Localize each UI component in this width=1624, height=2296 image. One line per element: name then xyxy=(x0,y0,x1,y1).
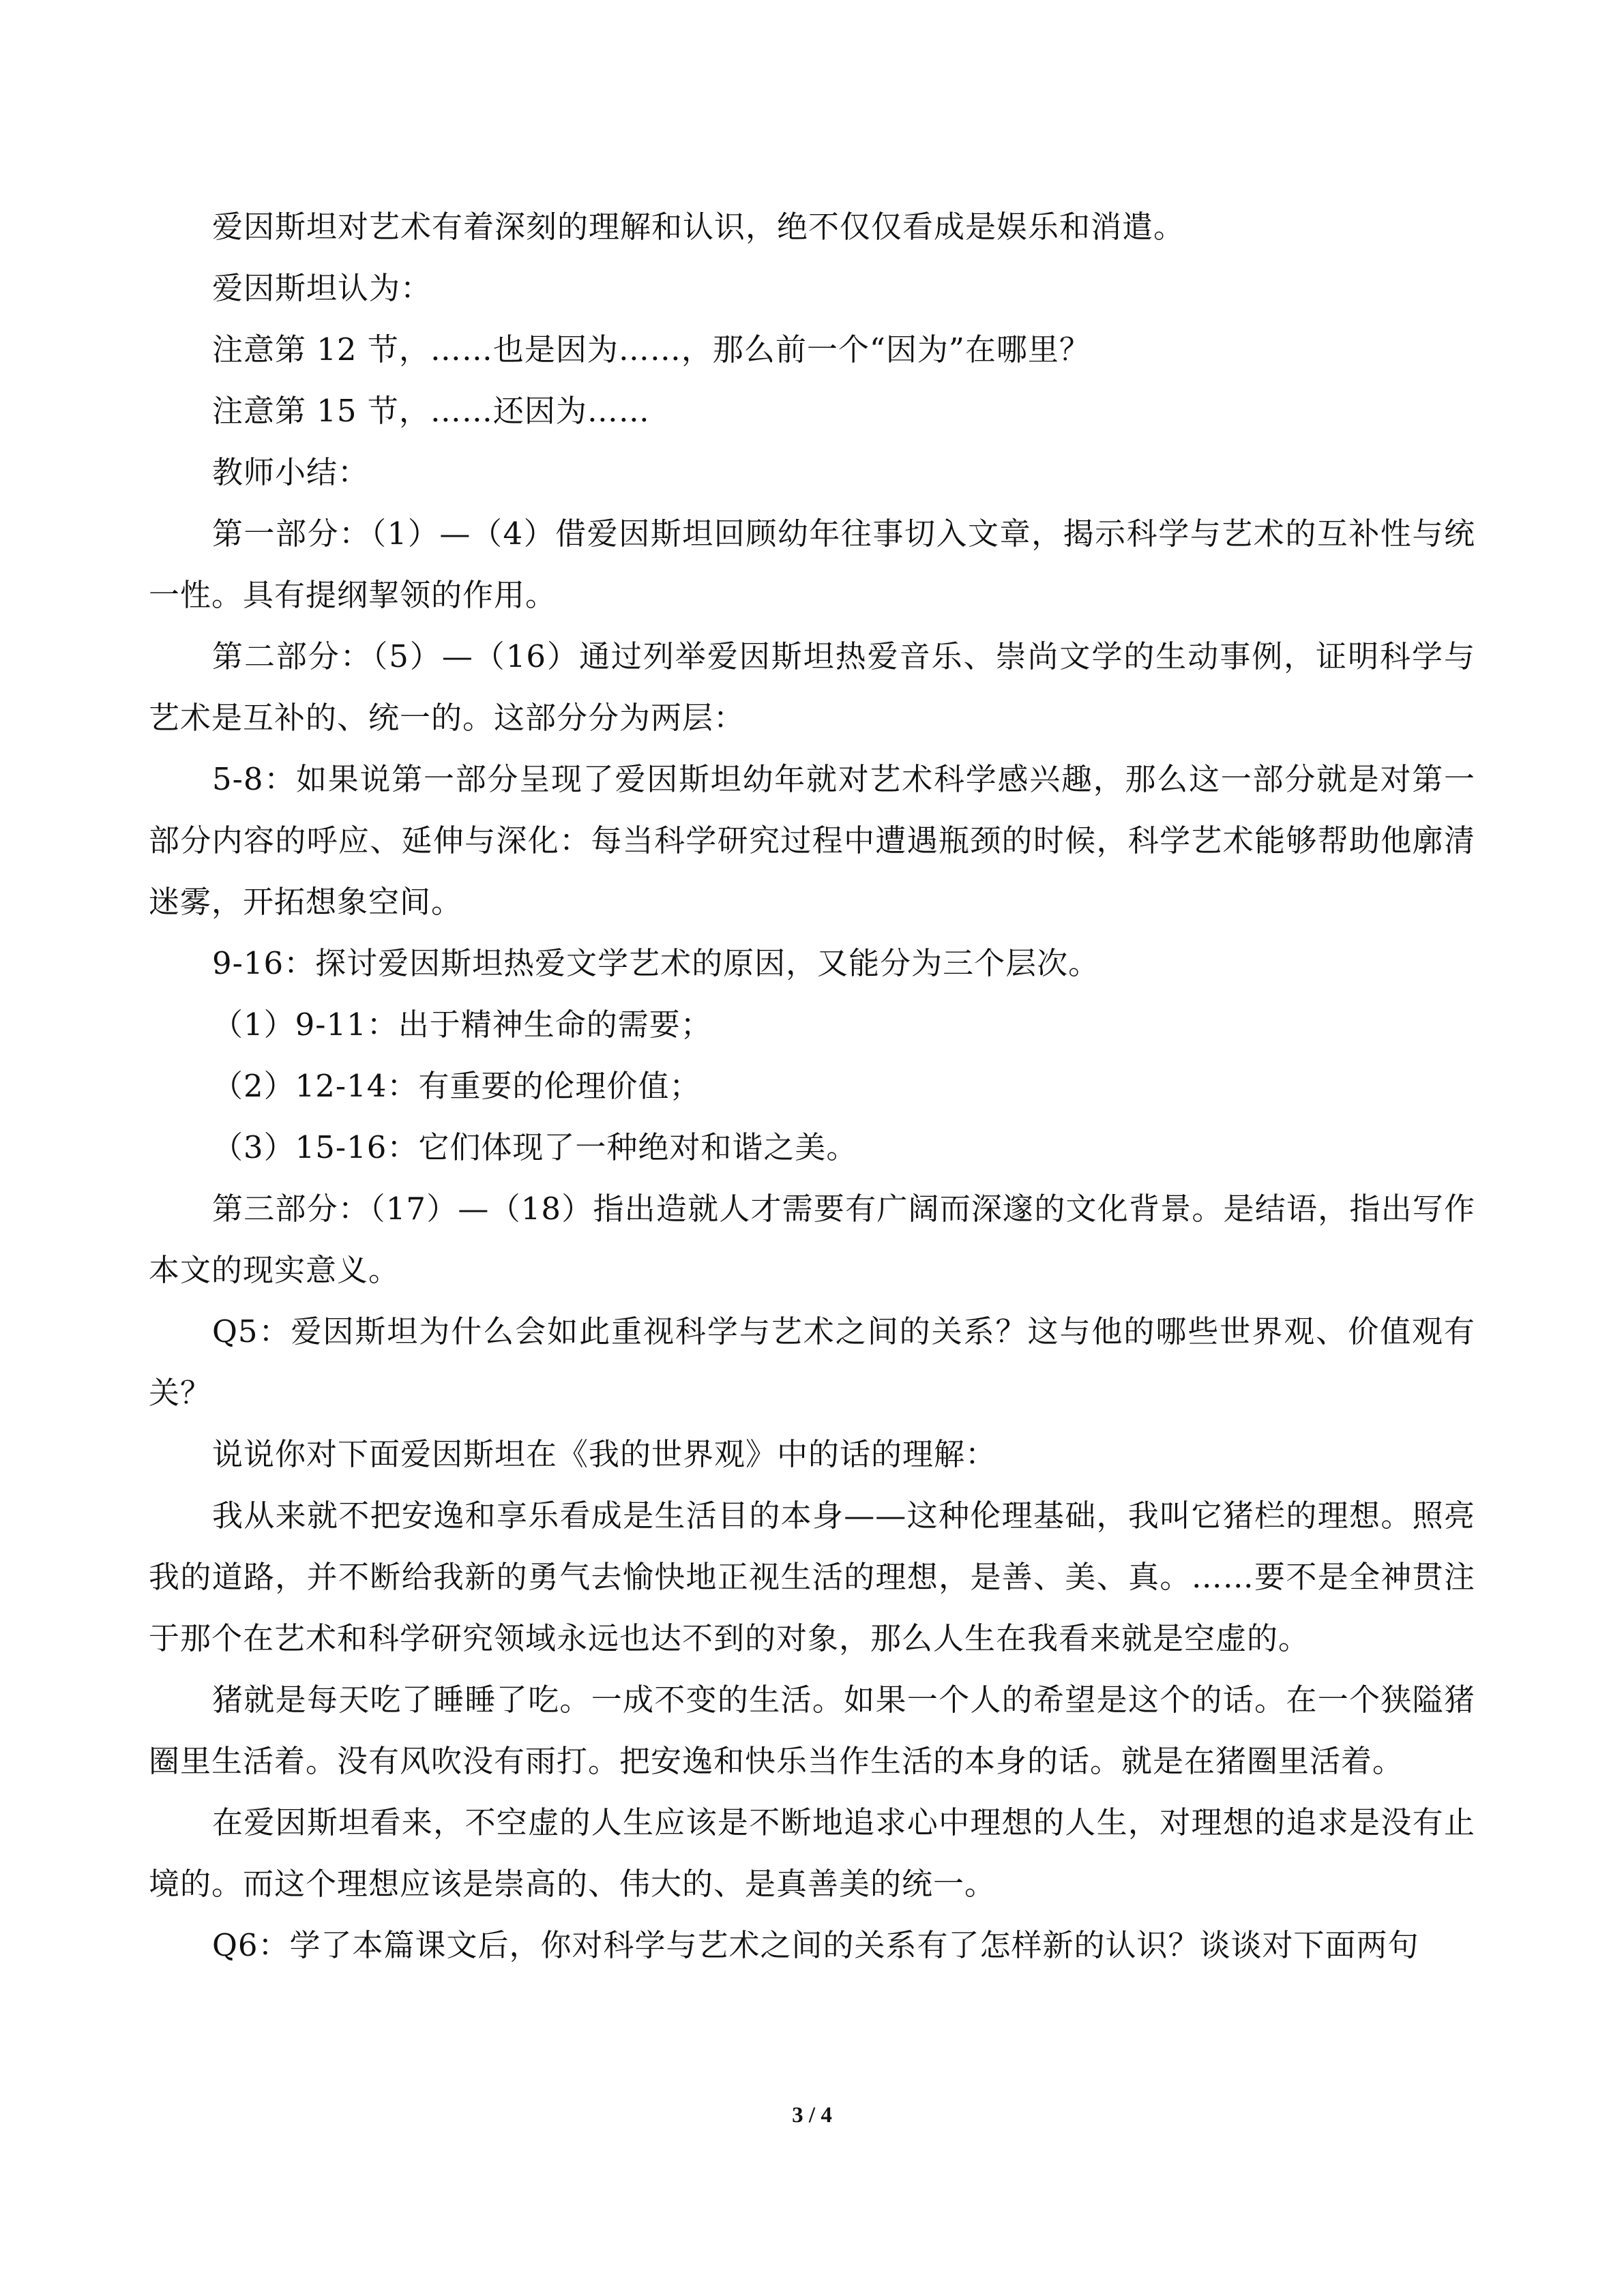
paragraph-part-two: 第二部分：（5）—（16）通过列举爱因斯坦热爱音乐、崇尚文学的生动事例，证明科学与艺术是互补的、统一的。这部分分为两层： xyxy=(149,638,1475,736)
paragraph-worldview-quote: 我从来就不把安逸和享乐看成是生活目的本身——这种伦理基础，我叫它猪栏的理想。照亮我的道路，并不断给我新的勇气去愉快地正视生活的理想，是善、美、真。……要不是全神贯注于那个在艺术和科学研究领域永远也达不到的对象，那么人生在我看来就是空虚的。 xyxy=(149,1497,1475,1656)
page-number: 3 / 4 xyxy=(792,2103,832,2128)
paragraph-level-3: （3）15-16：它们体现了一种绝对和谐之美。 xyxy=(212,1129,858,1165)
paragraph-level-2: （2）12-14：有重要的伦理价值； xyxy=(212,1068,701,1104)
paragraph-part-three: 第三部分：（17）—（18）指出造就人才需要有广阔而深邃的文化背景。是结语，指出写作本文的现实意义。 xyxy=(149,1191,1475,1288)
paragraph-meaningful-life: 在爱因斯坦看来，不空虚的人生应该是不断地追求心中理想的人生，对理想的追求是没有止境的。而这个理想应该是崇高的、伟大的、是真善美的统一。 xyxy=(149,1804,1475,1902)
paragraph-note-section-12: 注意第 12 节，……也是因为……，那么前一个“因为”在哪里？ xyxy=(212,331,1091,368)
paragraph-einstein-view: 爱因斯坦认为： xyxy=(212,270,432,306)
document-body xyxy=(149,196,1475,1976)
paragraph-question-6: Q6：学了本篇课文后，你对科学与艺术之间的关系有了怎样新的认识？谈谈对下面两句 xyxy=(212,1927,1419,1963)
paragraph-section-5-8: 5-8：如果说第一部分呈现了爱因斯坦幼年就对艺术科学感兴趣，那么这一部分就是对第一部分内容的呼应、延伸与深化：每当科学研究过程中遭遇瓶颈的时候，科学艺术能够帮助他廓清迷雾，开拓想象空间。 xyxy=(149,761,1475,920)
paragraph-worldview-prompt: 说说你对下面爱因斯坦在《我的世界观》中的话的理解： xyxy=(212,1436,997,1472)
paragraph-level-1: （1）9-11：出于精神生命的需要； xyxy=(212,1007,712,1043)
paragraph-note-section-15: 注意第 15 节，……还因为…… xyxy=(212,393,650,429)
paragraph-part-one: 第一部分：（1）—（4）借爱因斯坦回顾幼年往事切入文章，揭示科学与艺术的互补性与统一性。具有提纲挈领的作用。 xyxy=(149,516,1475,613)
paragraph-pig-explanation: 猪就是每天吃了睡睡了吃。一成不变的生活。如果一个人的希望是这个的话。在一个狭隘猪圈里生活着。没有风吹没有雨打。把安逸和快乐当作生活的本身的话。就是在猪圈里活着。 xyxy=(149,1682,1475,1779)
paragraph-teacher-summary: 教师小结： xyxy=(212,454,370,490)
paragraph-art-understanding: 爱因斯坦对艺术有着深刻的理解和认识，绝不仅仅看成是娱乐和消遣。 xyxy=(212,209,1185,245)
paragraph-section-9-16: 9-16：探讨爱因斯坦热爱文学艺术的原因，又能分为三个层次。 xyxy=(212,945,1100,981)
paragraph-question-5: Q5：爱因斯坦为什么会如此重视科学与艺术之间的关系？这与他的哪些世界观、价值观有关？ xyxy=(149,1313,1475,1411)
